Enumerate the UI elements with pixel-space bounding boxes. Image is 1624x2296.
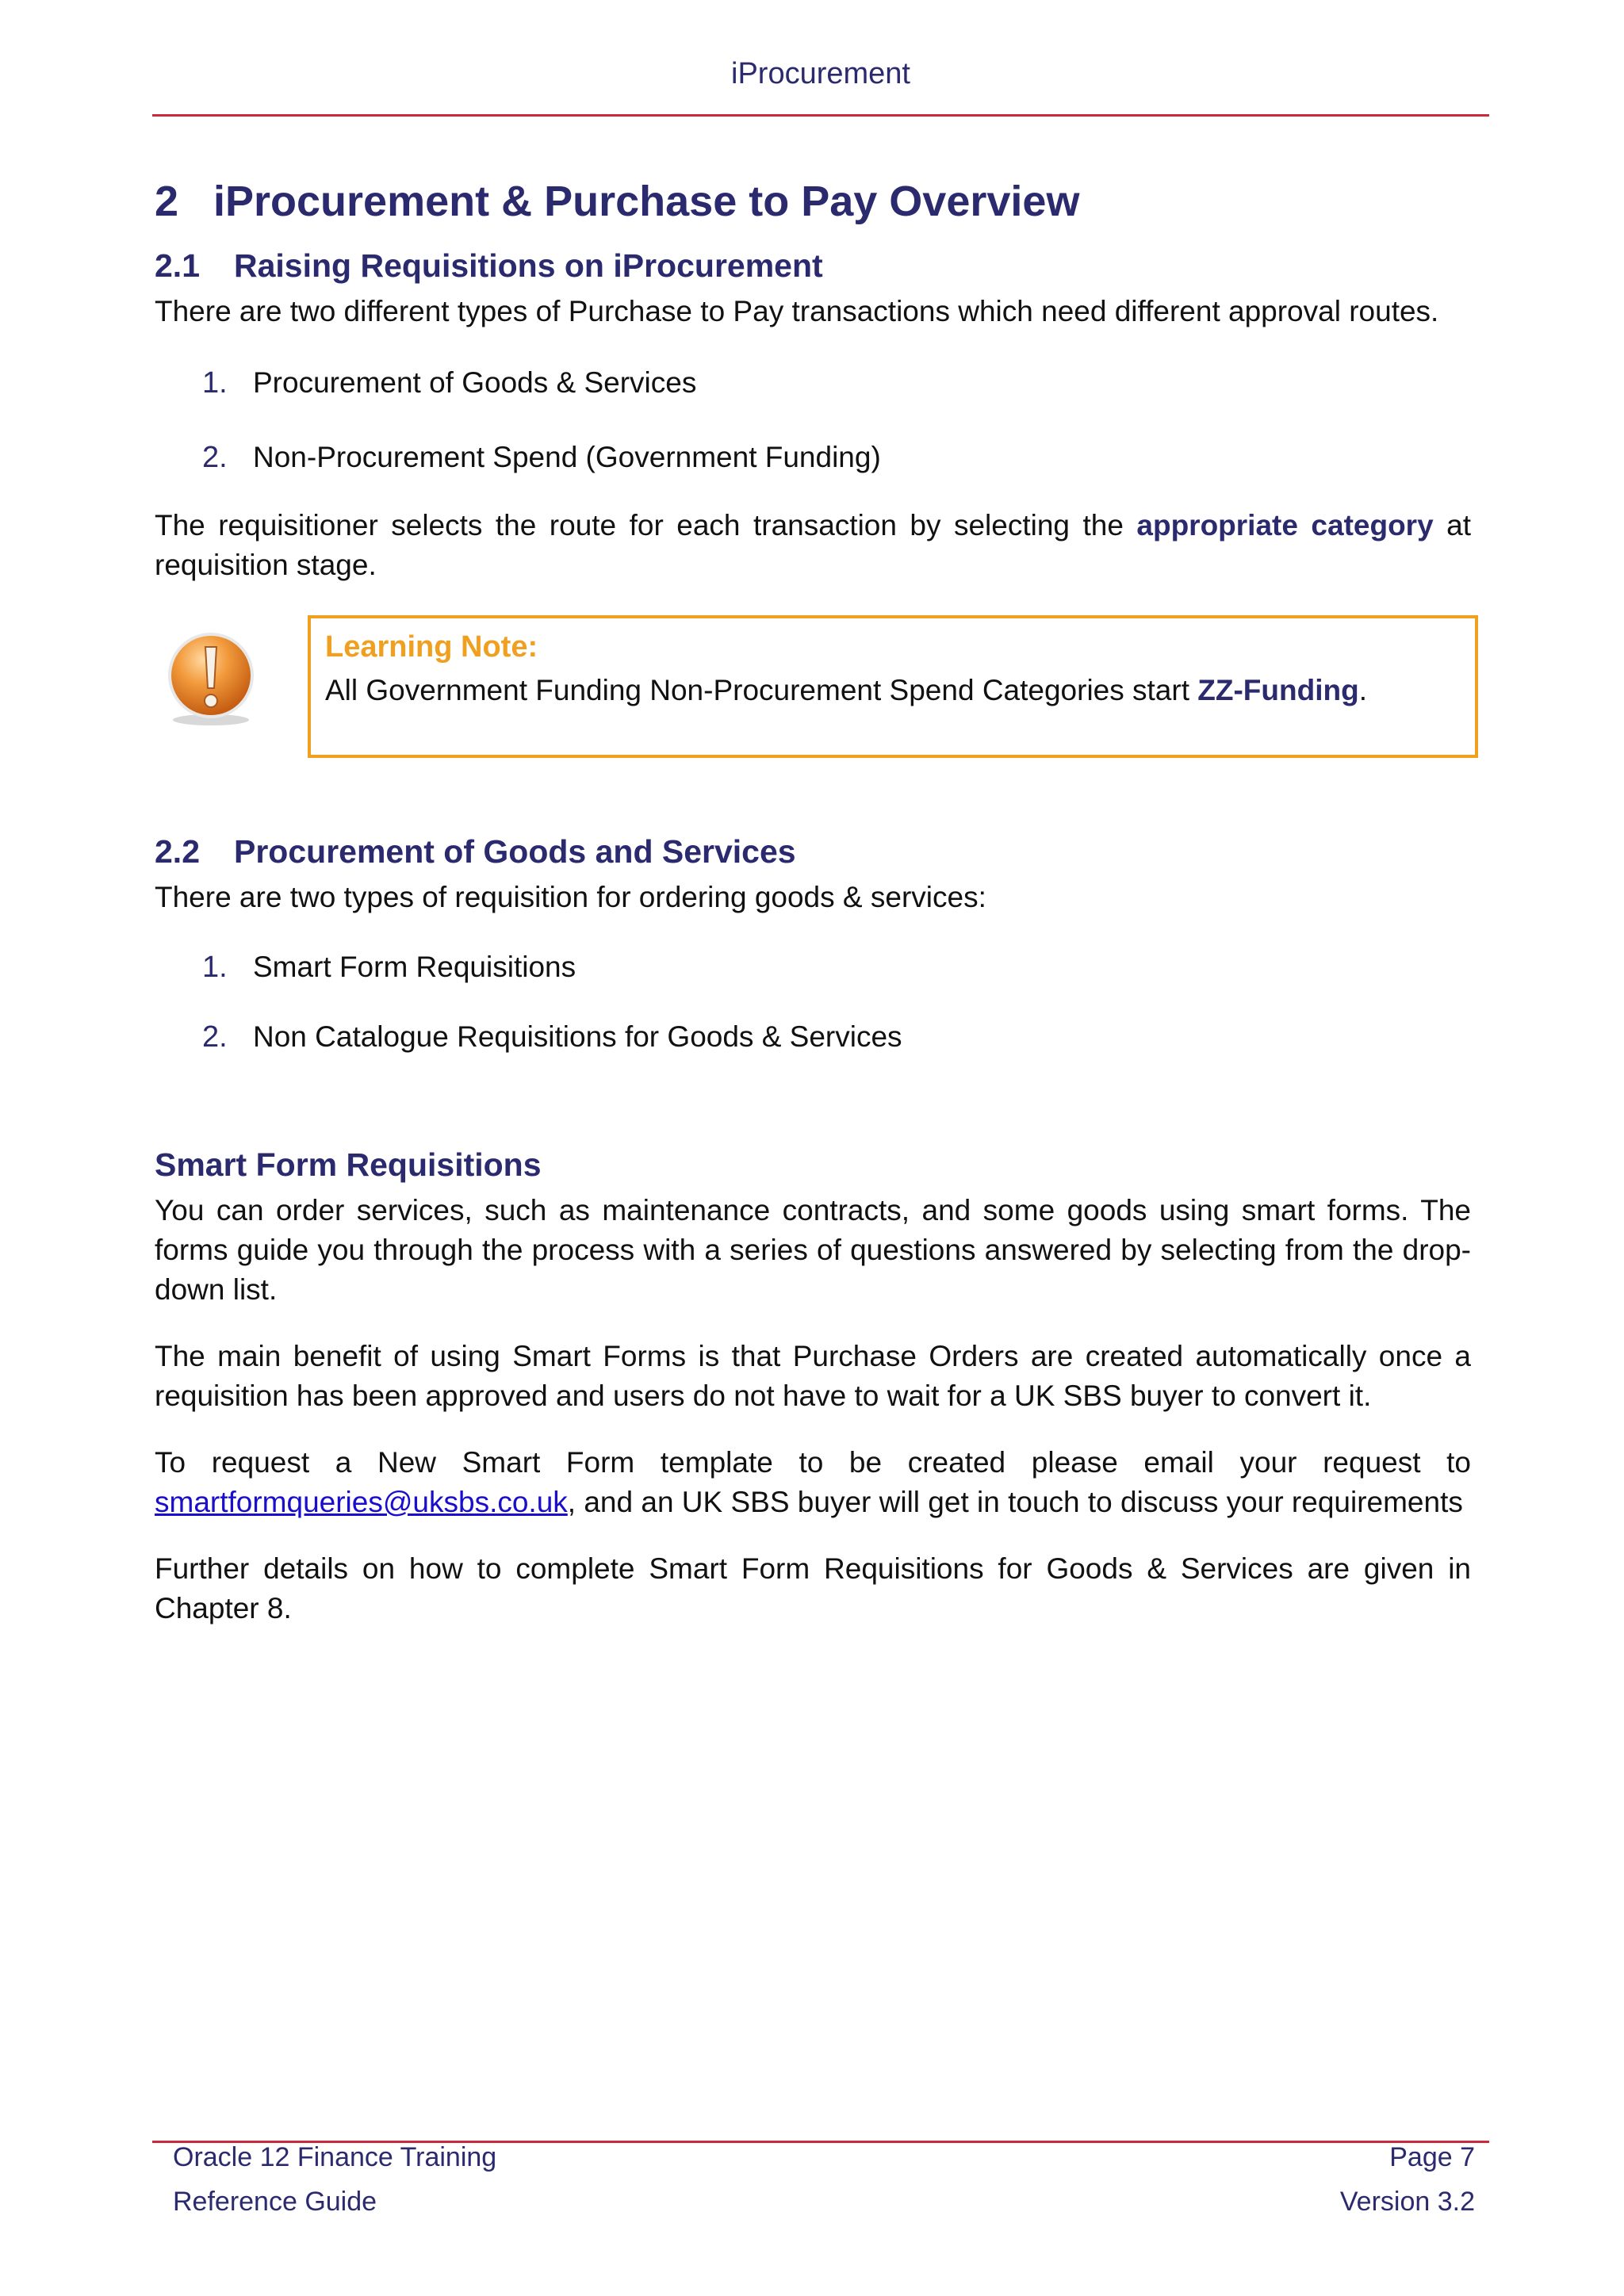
footer-line-2 [173,2187,1475,2218]
para3-text-end: , and an UK SBS buyer will get in touch to discuss your requirements [567,1486,1463,1519]
requisition-type-list [155,947,1471,1057]
footer-version: Version 3.2 [1339,2187,1475,2217]
footer-course: Oracle 12 Finance Training [173,2142,497,2172]
list-text: Non-Procurement Spend (Government Funding) [253,440,881,473]
chapter-title-text: iProcurement & Purchase to Pay Overview [213,178,1080,225]
smartform-email-link[interactable]: smartformqueries@uksbs.co.uk [155,1486,568,1519]
list-number: 2. [202,1020,228,1054]
smart-form-para-3 [155,1443,1471,1522]
list-item [155,438,1471,477]
footer-line-1 [173,2142,1475,2173]
section-2-2-title: Procurement of Goods and Services [234,832,796,870]
section-2-1-title: Raising Requisitions on iProcurement [234,247,823,284]
exclamation-icon [159,626,262,729]
list-item [155,947,1471,987]
smart-form-para-4: Further details on how to complete Smart Form Requisitions for Goods & Services are given in Chapter 8. [155,1552,1471,1625]
list-text: Non Catalogue Requisitions for Goods & Services [253,1020,902,1054]
learning-note-title: Learning Note: [325,629,538,664]
running-header: iProcurement [731,57,910,90]
chapter-title [155,176,1471,228]
list-item [155,363,1471,403]
header-rule [152,114,1489,117]
section-2-1-intro: There are two different types of Purchase to Pay transactions which need different approval routes. [155,294,1439,327]
section-2-2-heading [155,832,1471,871]
list-text: Procurement of Goods & Services [253,365,697,399]
section-2-1-number: 2.1 [155,247,200,284]
learning-note-text [325,668,1461,714]
route-text-end: at requisition stage. [155,508,1471,581]
para3-text: To request a New Smart Form template to be created please email your request to [155,1446,1471,1479]
note-text-end: . [1358,673,1367,706]
footer-page: Page 7 [1389,2142,1475,2172]
smart-form-para-1: You can order services, such as maintenance contracts, and some goods using smart forms. The forms guide you through the process with a series of questions answered by selecting from the drop-down list. [155,1194,1471,1307]
section-2-1-heading [155,247,1471,285]
zz-funding-emphasis: ZZ-Funding [1197,673,1359,706]
footer-guide: Reference Guide [173,2187,377,2217]
learning-note [155,615,1471,766]
route-text: The requisitioner selects the route for each transaction by selecting the [155,508,1137,541]
section-2-2-number: 2.2 [155,832,200,870]
section-2-2-intro: There are two types of requisition for ordering goods & services: [155,881,986,914]
note-text-start: All Government Funding Non-Procurement Spend Categories start [325,673,1198,706]
smart-form-para-2: The main benefit of using Smart Forms is that Purchase Orders are created automatically once a requisition has been approved and users do not have to wait for a UK SBS buyer to convert it. [155,1340,1471,1413]
page-content [155,176,1471,1628]
list-number: 1. [202,951,228,985]
transaction-type-list [155,363,1471,477]
list-number: 2. [202,440,228,474]
smart-form-heading: Smart Form Requisitions [155,1146,542,1184]
learning-note-box [308,615,1478,758]
list-item [155,1017,1471,1057]
list-text: Smart Form Requisitions [253,951,576,984]
list-number: 1. [202,365,228,400]
appropriate-category-emphasis: appropriate category [1136,508,1434,541]
route-paragraph [155,506,1471,585]
chapter-number: 2 [155,178,179,225]
